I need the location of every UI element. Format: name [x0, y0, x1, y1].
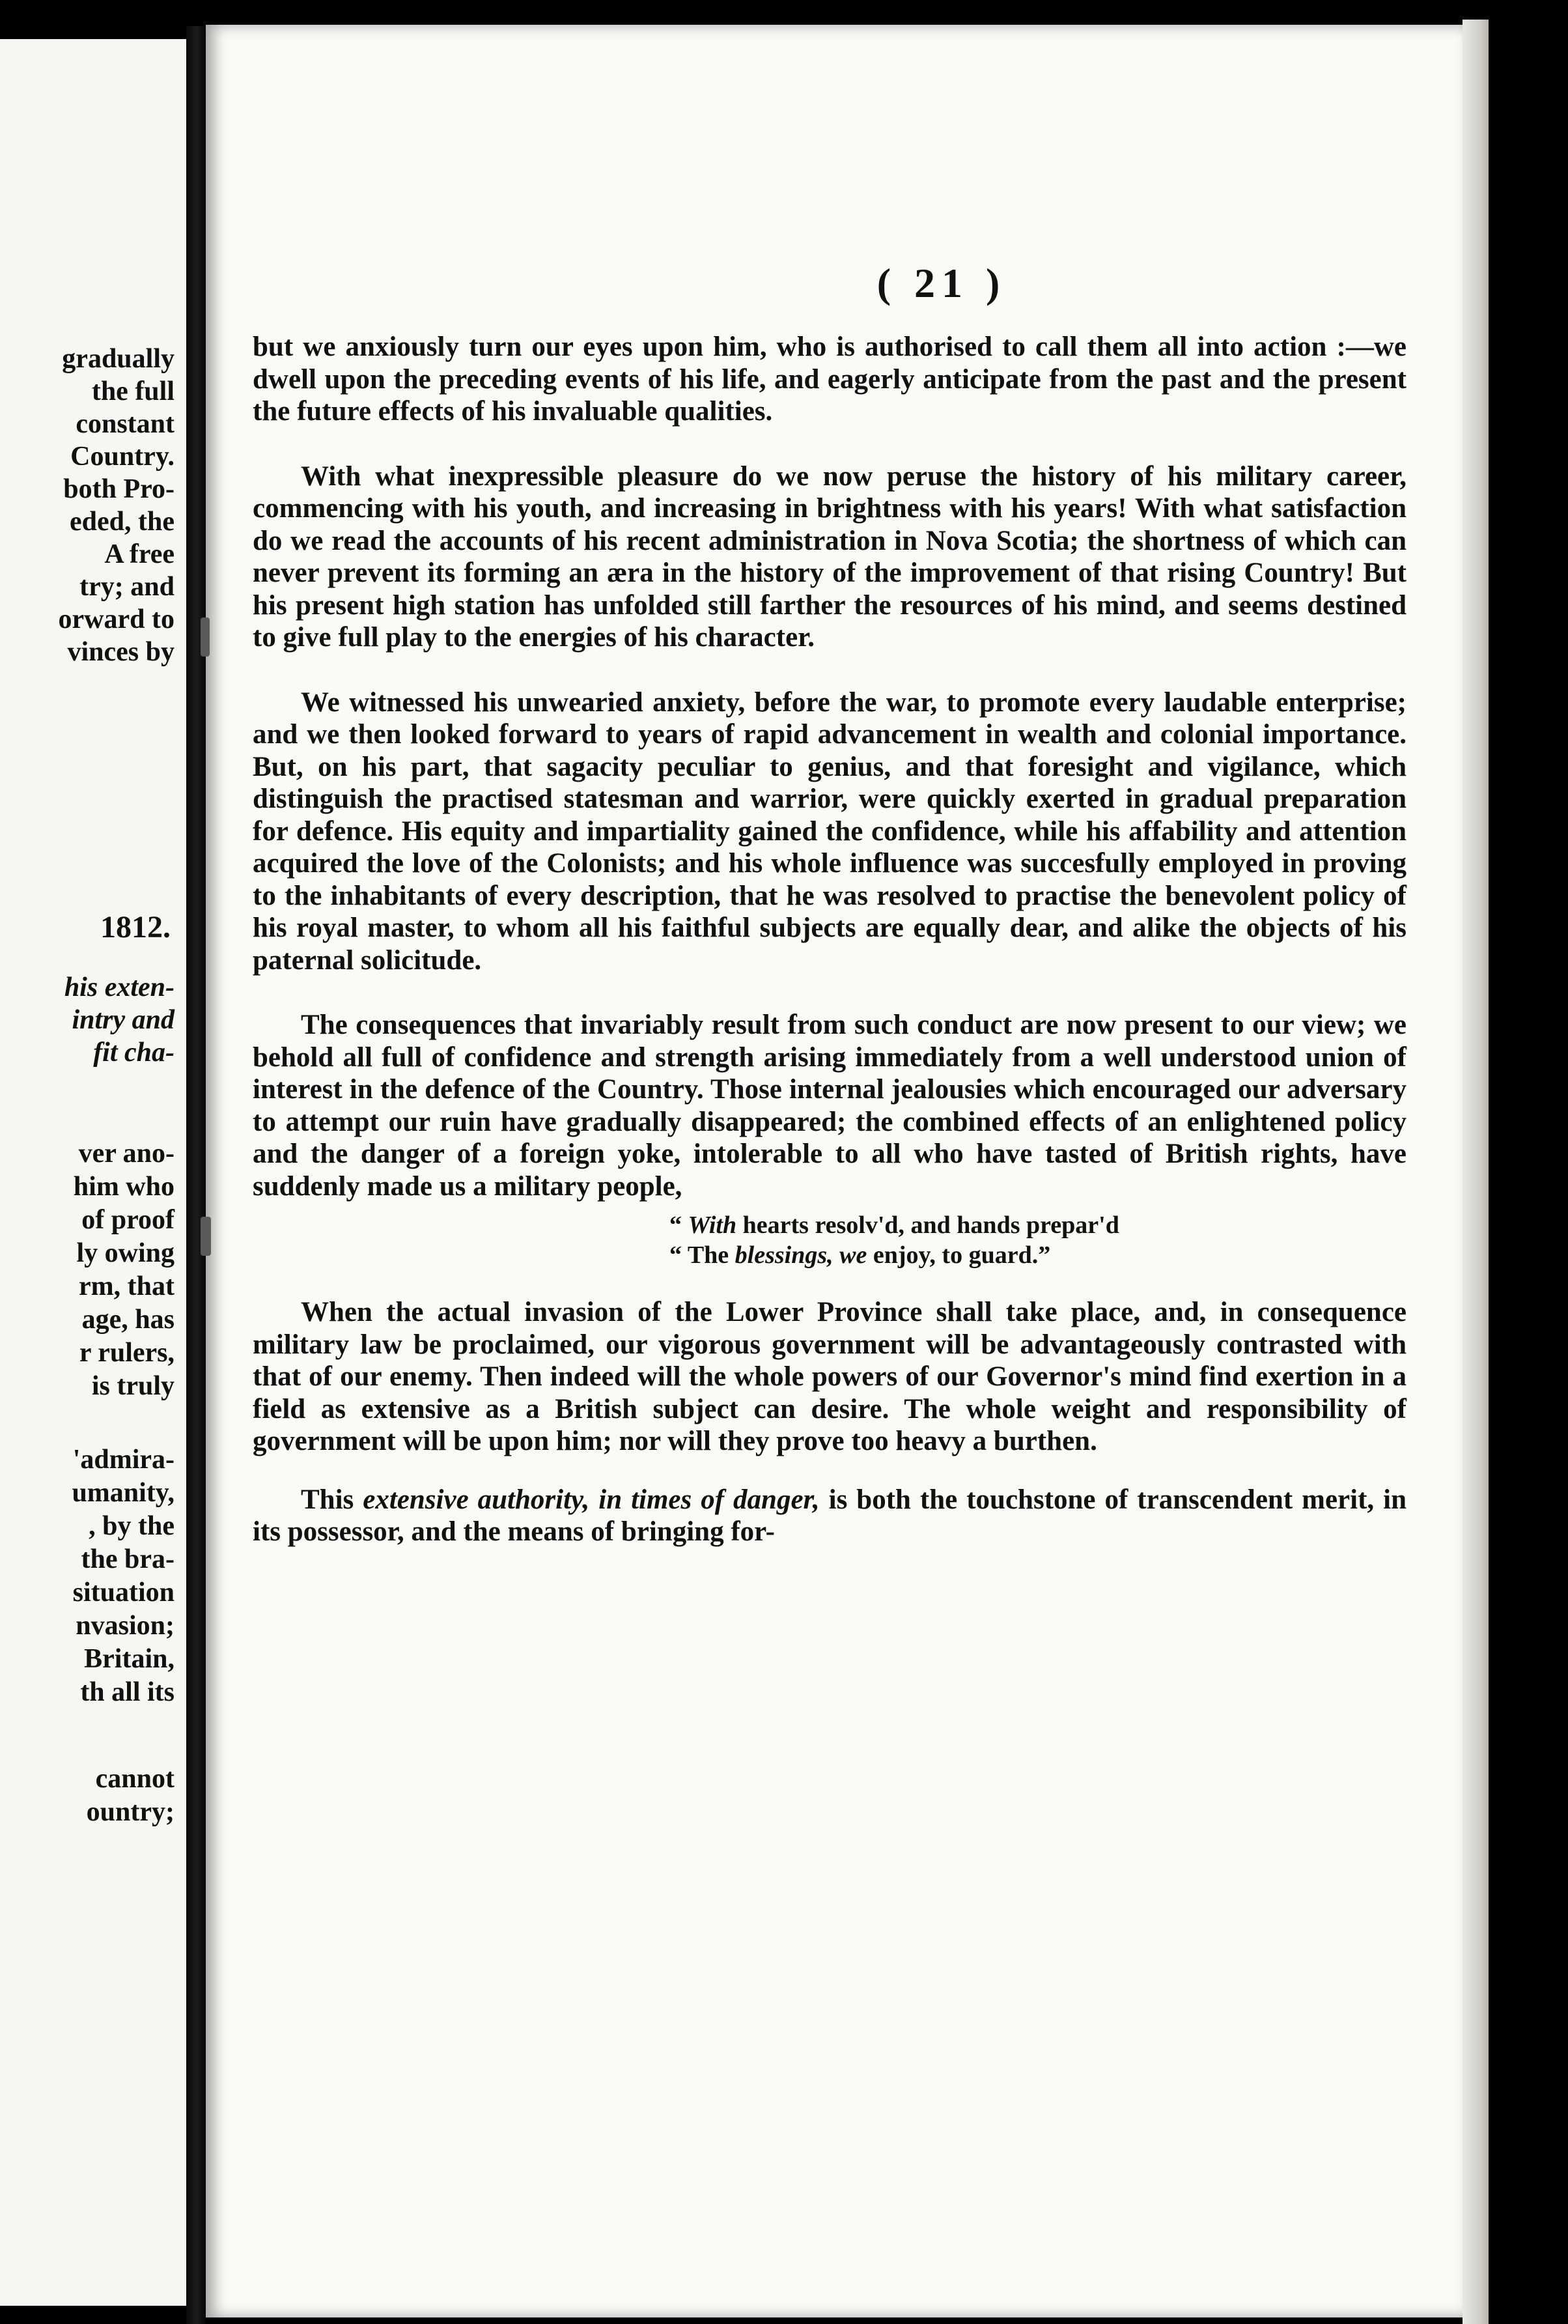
- left-page-line: A free: [104, 539, 175, 569]
- paragraph-6-end: is both the touchstone of transcendent merit, in its possessor, and the means of bringing for-: [253, 1484, 1407, 1547]
- quote-mark: “: [669, 1212, 688, 1239]
- page-edge: [1463, 20, 1489, 2324]
- verse-text: hearts resolv'd, and hands prepar'd: [736, 1212, 1119, 1239]
- left-page-line: th all its: [80, 1677, 175, 1707]
- paragraph-6: [253, 1484, 1407, 1548]
- left-page-line: r rulers,: [79, 1338, 175, 1368]
- binding-mark: [201, 617, 210, 657]
- left-page-line: ly owing: [76, 1238, 175, 1268]
- binding-mark: [201, 1217, 211, 1256]
- previous-page-fragment: [0, 39, 186, 2306]
- left-page-line: his exten-: [64, 972, 175, 1002]
- left-page-line: both Pro-: [63, 474, 175, 504]
- verse-italic: blessings, we: [735, 1241, 867, 1269]
- left-page-line: Britain,: [84, 1644, 175, 1674]
- paragraph-6-italic: extensive authority, in times of danger,: [363, 1484, 820, 1515]
- left-page-line: vinces by: [67, 637, 175, 667]
- verse-text: enjoy, to guard.”: [867, 1241, 1051, 1269]
- left-page-line: nvasion;: [76, 1611, 175, 1641]
- verse-line-1: [669, 1210, 1407, 1240]
- left-page-line: is truly: [91, 1371, 175, 1401]
- quote-mark: “ The: [669, 1241, 735, 1269]
- left-page-line: eded, the: [70, 507, 175, 537]
- paragraph-4: The consequences that invariably result from such conduct are now present to our view; we behold all full of confidence and strength arising immediately from a well understood union of interest in the defence of the Country. Those internal jealousies which encouraged our adversary to attempt our ruin have gradually disappeared; the combined effects of an enlightened policy and the danger of a foreign yoke, intolerable to all who have tasted of British rights, have suddenly made us a military people,: [253, 1010, 1407, 1202]
- left-page-line: 'admira-: [72, 1445, 175, 1475]
- left-page-line: ver ano-: [78, 1139, 175, 1169]
- left-page-line: situation: [72, 1578, 175, 1608]
- left-page-line: try; and: [79, 572, 175, 602]
- left-page-line: cannot: [95, 1764, 175, 1794]
- left-page-line: the bra-: [81, 1544, 175, 1574]
- book-page: [206, 25, 1463, 2317]
- left-page-line: orward to: [58, 604, 175, 634]
- left-page-line: ountry;: [86, 1797, 175, 1827]
- paragraph-3: We witnessed his unwearied anxiety, before the war, to promote every laudable enterprise; and we then looked forward to years of rapid advancement in wealth and colonial importance. But, on his part, that sagacity peculiar to genius, and that foresight and vigilance, which distinguish the practised statesman and warrior, were quickly exerted in gradual preparation for defence. His equity and impartiality gained the confidence, while his affability and attention acquired the love of the Colonists; and his whole influence was succesfully employed in proving to the inhabitants of every description, that he was resolved to practise the benevolent policy of his royal master, to whom all his faithful subjects are equally dear, and alike the objects of his paternal solicitude.: [253, 687, 1407, 976]
- left-page-line: , by the: [89, 1511, 175, 1541]
- left-page-line: of proof: [81, 1205, 175, 1235]
- left-page-line: constant: [76, 409, 175, 439]
- verse-italic: With: [688, 1212, 737, 1239]
- left-page-line: intry and: [72, 1005, 175, 1035]
- page-number: ( 21 ): [876, 260, 1007, 306]
- paragraph-6-start: This: [301, 1484, 363, 1515]
- paragraph-2: With what inexpressible pleasure do we now peruse the history of his military career, commencing with his youth, and increasing in brightness with his years! With what satisfaction do we read the accounts of his recent administration in Nova Scotia; the shortness of which can never prevent its forming an æra in the history of the improvement of that rising Country! But his present high station has unfolded still farther the resources of his mind, and seems destined to give full play to the energies of his character.: [253, 461, 1407, 653]
- book-gutter: [186, 26, 206, 2324]
- left-page-year: 1812.: [100, 910, 171, 944]
- verse-line-2: [669, 1240, 1407, 1270]
- left-page-line: rm, that: [79, 1271, 175, 1301]
- paragraph-5: When the actual invasion of the Lower Province shall take place, and, in consequence military law be proclaimed, our vigorous government will be advantageously contrasted with that of our enemy. Then indeed will the whole powers of our Governor's mind find exertion in a field as extensive as a British subject can desire. The whole weight and responsibility of government will be upon him; nor will they prove too heavy a burthen.: [253, 1297, 1407, 1456]
- left-page-line: the full: [91, 376, 175, 406]
- verse-quote: [669, 1210, 1407, 1270]
- left-page-line: fit cha-: [93, 1038, 175, 1068]
- page-text: [253, 331, 1407, 1548]
- left-page-line: age, has: [81, 1305, 175, 1335]
- paragraph-1: but we anxiously turn our eyes upon him, who is authorised to call them all into action :—we dwell upon the preceding events of his life, and eagerly anticipate from the past and the present the future effects of his invaluable qualities.: [253, 332, 1407, 427]
- left-page-line: umanity,: [72, 1478, 175, 1508]
- left-page-line: him who: [73, 1172, 175, 1202]
- left-page-line: graduallу: [62, 344, 175, 374]
- left-page-line: Country.: [70, 442, 175, 472]
